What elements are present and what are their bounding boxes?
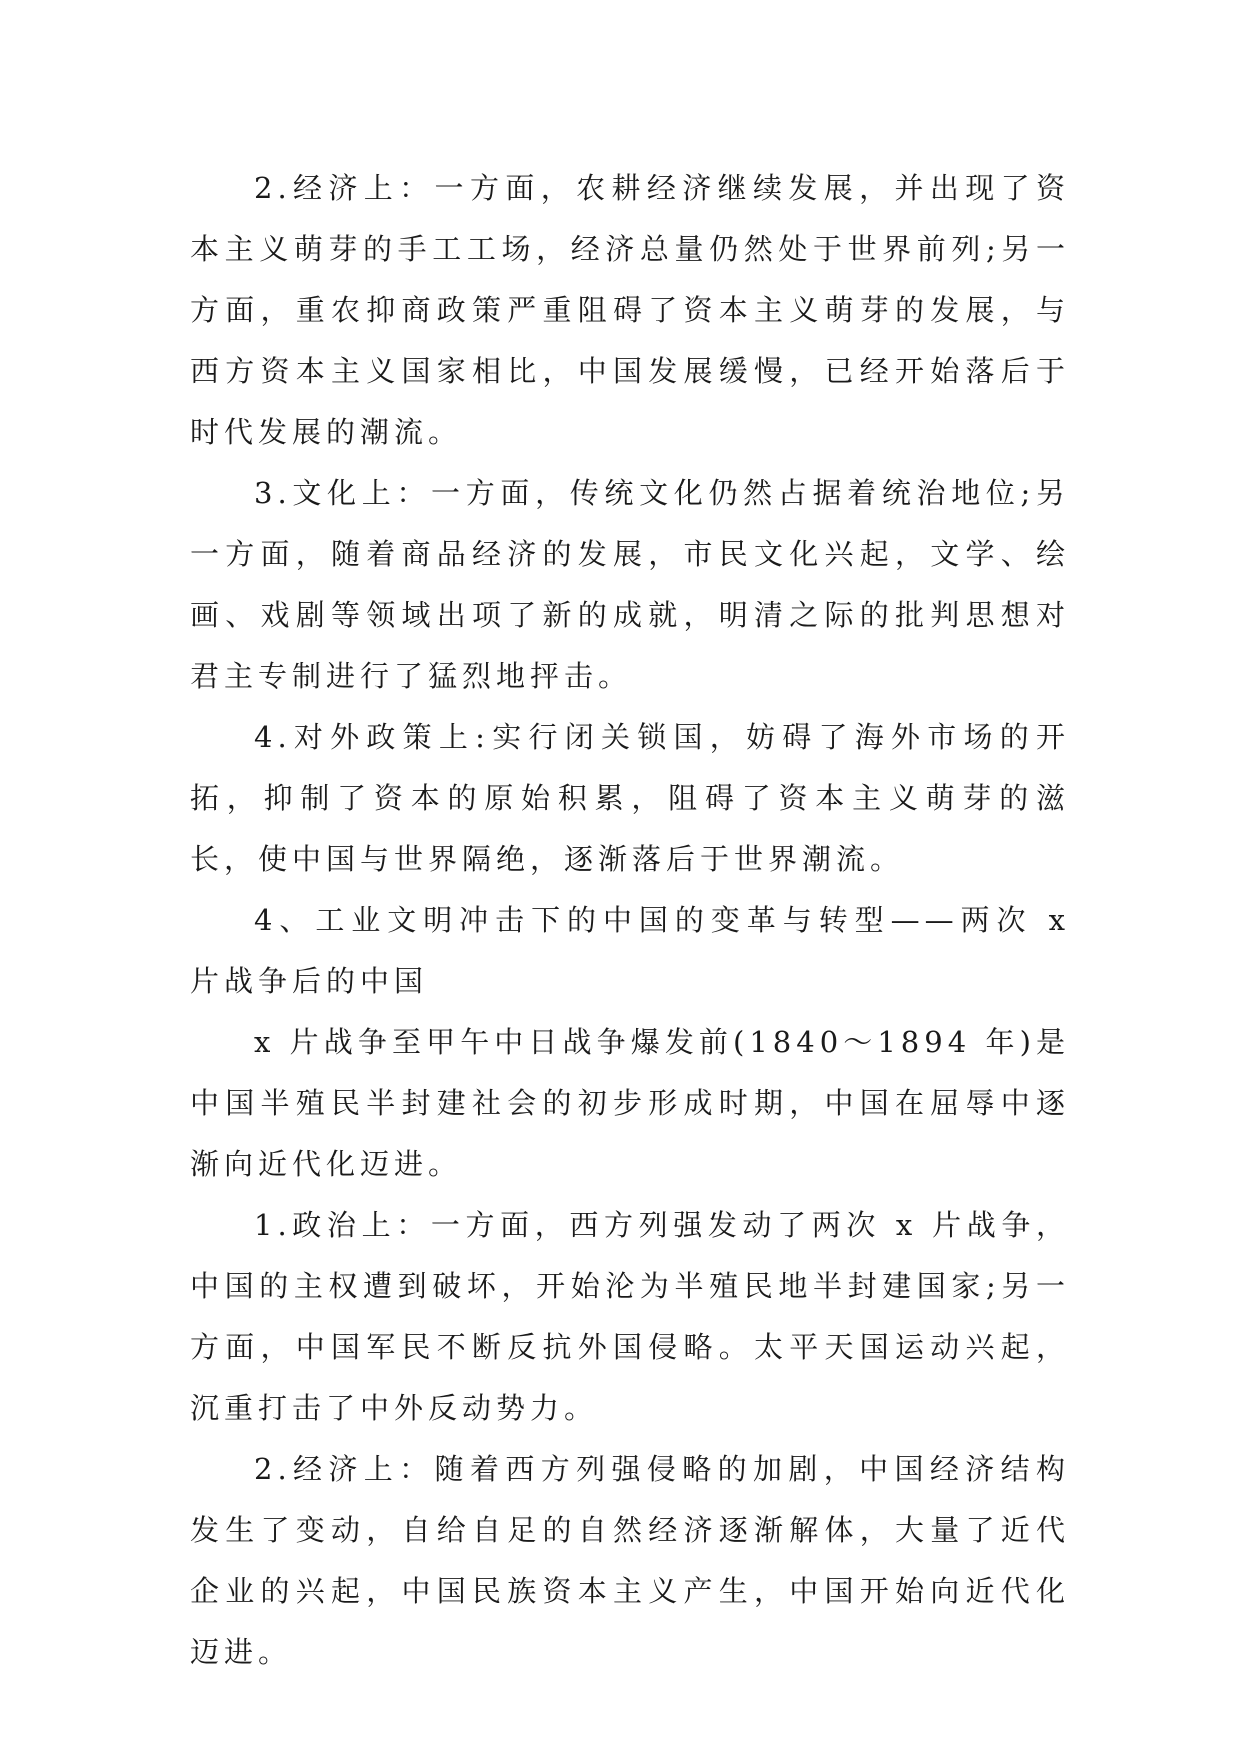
paragraph-culture: 3.文化上：一方面，传统文化仍然占据着统治地位;另一方面，随着商品经济的发展，市民文化兴起，文学、绘画、戏剧等领域出项了新的成就，明清之际的批判思想对君主专制进行了猛烈地抨击。 bbox=[190, 476, 1070, 693]
paragraph-foreign-policy: 4.对外政策上:实行闭关锁国，妨碍了海外市场的开拓，抑制了资本的原始积累，阻碍了资本主义萌芽的滋长，使中国与世界隔绝，逐渐落后于世界潮流。 bbox=[190, 720, 1070, 876]
paragraph-politics: 1.政治上：一方面，西方列强发动了两次 x 片战争，中国的主权遭到破坏，开始沦为半殖民地半封建国家;另一方面，中国军民不断反抗外国侵略。太平天国运动兴起，沉重打击了中外反动势力。 bbox=[190, 1208, 1070, 1425]
paragraph-economy-1: 2.经济上：一方面，农耕经济继续发展，并出现了资本主义萌芽的手工工场，经济总量仍然处于世界前列;另一方面，重农抑商政策严重阻碍了资本主义萌芽的发展，与西方资本主义国家相比，中国发展缓慢，已经开始落后于时代发展的潮流。 bbox=[190, 171, 1070, 449]
paragraph-intro: x 片战争至甲午中日战争爆发前(1840～1894 年)是中国半殖民半封建社会的初步形成时期，中国在屈辱中逐渐向近代化迈进。 bbox=[190, 1025, 1070, 1181]
paragraph-economy-2: 2.经济上：随着西方列强侵略的加剧，中国经济结构发生了变动，自给自足的自然经济逐渐解体，大量了近代企业的兴起，中国民族资本主义产生，中国开始向近代化迈进。 bbox=[190, 1452, 1070, 1669]
document-page bbox=[190, 158, 1070, 1683]
section-heading: 4、工业文明冲击下的中国的变革与转型——两次 x 片战争后的中国 bbox=[190, 903, 1070, 998]
